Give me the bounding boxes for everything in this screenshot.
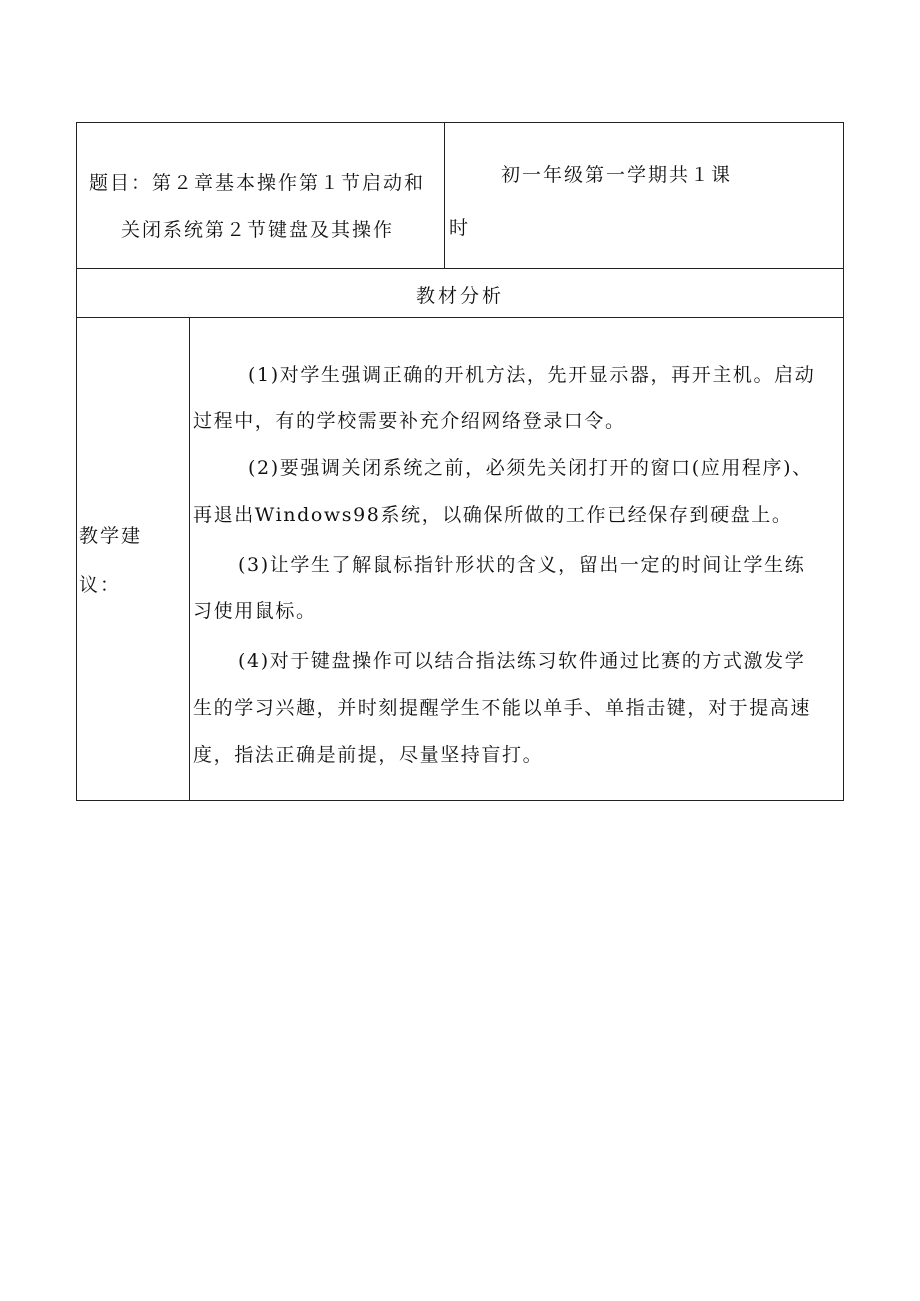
teaching-suggestion-label-line-2: 议： xyxy=(79,574,122,596)
content-cell xyxy=(190,318,843,800)
header-row xyxy=(77,123,843,269)
paragraph-2-line-1: (2)要强调关闭系统之前，必须先关闭打开的窗口(应用程序)、 xyxy=(248,457,813,479)
paragraph-4-line-1: (4)对于键盘操作可以结合指法练习软件通过比赛的方式激发学 xyxy=(238,650,806,672)
lesson-title-line-1: 题目：第２章基本操作第１节启动和 xyxy=(89,172,426,194)
grade-info-line-1: 初一年级第一学期共１课 xyxy=(501,164,733,186)
grade-info-line-2: 时 xyxy=(449,217,471,239)
paragraph-3-line-1: (3)让学生了解鼠标指针形状的含义，留出一定的时间让学生练 xyxy=(238,554,806,576)
lesson-plan-table xyxy=(76,122,844,801)
lesson-title-line-2: 关闭系统第２节键盘及其操作 xyxy=(121,219,395,241)
paragraph-1-line-1: (1)对学生强调正确的开机方法，先开显示器，再开主机。启动 xyxy=(248,364,816,386)
section-title: 教材分析 xyxy=(415,285,504,307)
grade-cell xyxy=(445,123,843,268)
paragraph-4-line-2: 生的学习兴趣，并时刻提醒学生不能以单手、单指击键，对于提高速 xyxy=(193,697,812,719)
paragraph-2-line-2: 再退出Windows98系统，以确保所做的工作已经保存到硬盘上。 xyxy=(193,504,793,526)
paragraph-1-line-2: 过程中，有的学校需要补充介绍网络登录口令。 xyxy=(193,410,626,432)
title-cell xyxy=(77,123,445,268)
paragraph-3-line-2: 习使用鼠标。 xyxy=(193,600,317,622)
teaching-suggestion-label-line-1: 教学建 xyxy=(79,525,143,547)
section-row xyxy=(77,269,843,318)
body-row xyxy=(77,318,843,800)
label-cell xyxy=(77,318,190,800)
paragraph-4-line-3: 度，指法正确是前提，尽量坚持盲打。 xyxy=(193,744,544,766)
